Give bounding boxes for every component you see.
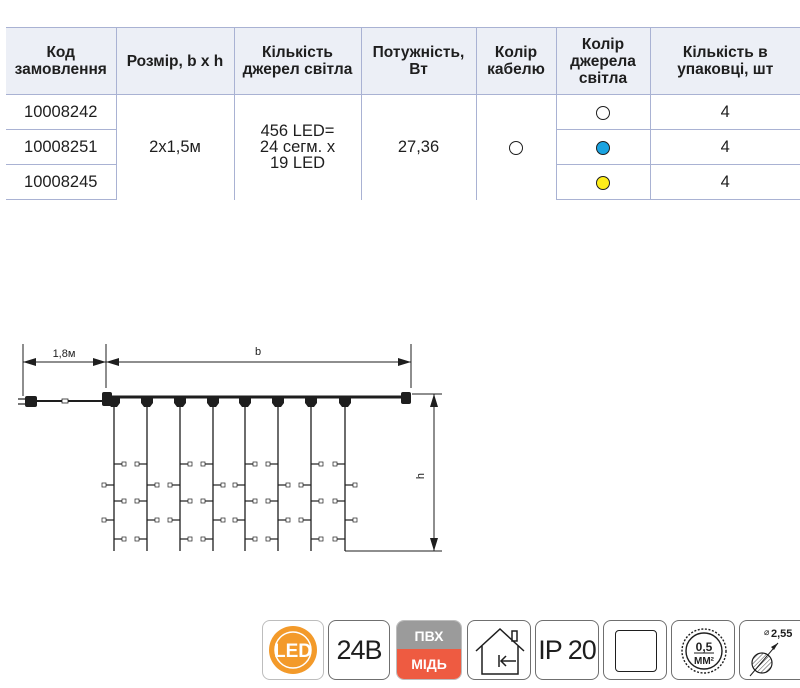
cell-code: 10008242	[6, 95, 116, 130]
led-bulb	[286, 518, 290, 522]
sources-line-2: 24 сегм. х	[259, 138, 336, 157]
led-bulb	[201, 499, 205, 503]
led-bulb	[266, 499, 270, 503]
cell-cable-color	[476, 95, 556, 200]
light-color-swatch	[596, 176, 610, 190]
cable-color-swatch	[509, 141, 523, 155]
cell-light-color	[556, 130, 650, 165]
led-bulb	[333, 537, 337, 541]
led-bulb	[233, 518, 237, 522]
lead-length-label: 1,8м	[52, 348, 76, 360]
led-bulb	[122, 462, 126, 466]
width-label: b	[254, 346, 262, 358]
led-bulb	[266, 537, 270, 541]
header-light-color: Колір джерела світла	[556, 28, 650, 95]
table-row	[6, 95, 800, 130]
cell-light-color	[556, 95, 650, 130]
header-power: Потужність, Вт	[361, 28, 476, 95]
sources-line-3: 19 LED	[269, 154, 326, 173]
led-bulb	[155, 483, 159, 487]
cell-pack-qty: 4	[650, 95, 800, 130]
header-size: Розмір, b x h	[116, 28, 234, 95]
led-bulb	[168, 518, 172, 522]
cross-section-icon	[671, 620, 735, 680]
led-bulb	[253, 499, 257, 503]
strand-connector	[272, 397, 284, 407]
material-bottom-label: МІДЬ	[397, 649, 461, 679]
led-bulb	[353, 483, 357, 487]
led-bulb	[135, 499, 139, 503]
led-bulb	[253, 537, 257, 541]
diameter-icon	[739, 620, 800, 680]
led-bulb	[299, 483, 303, 487]
cell-code: 10008245	[6, 165, 116, 200]
led-bulb	[102, 483, 106, 487]
strand-connector	[239, 397, 251, 407]
curtain-light-diagram	[0, 330, 460, 570]
led-bulb	[201, 462, 205, 466]
led-bulb	[299, 518, 303, 522]
sources-line-1: 456 LED=	[260, 122, 335, 141]
strand-connector	[141, 397, 153, 407]
end-cap	[401, 392, 411, 404]
led-bulb	[353, 518, 357, 522]
led-bulb	[102, 518, 106, 522]
diameter-value: 2,55	[771, 628, 793, 640]
table-header-row	[6, 28, 800, 95]
connector-mark	[62, 399, 68, 403]
ip-rating-label: IP 20	[538, 634, 596, 665]
strand-connector	[174, 397, 186, 407]
header-code: Код замовлення	[6, 28, 116, 95]
led-bulb	[221, 518, 225, 522]
light-color-swatch	[596, 106, 610, 120]
led-bulb	[135, 537, 139, 541]
led-bulb	[188, 462, 192, 466]
cell-power: 27,36	[361, 95, 476, 200]
led-bulb	[233, 483, 237, 487]
led-icon-label: LED	[274, 641, 312, 662]
material-top-label: ПВХ	[397, 621, 461, 651]
cross-section-value: 0,5	[695, 640, 713, 654]
strand-connector	[339, 397, 351, 407]
led-bulb	[201, 537, 205, 541]
led-bulb	[168, 483, 172, 487]
led-bulb	[333, 462, 337, 466]
led-bulb	[266, 462, 270, 466]
led-bulb	[122, 537, 126, 541]
cell-sources-qty	[234, 95, 361, 200]
svg-text:⌀: ⌀	[764, 627, 770, 637]
led-bulb	[333, 499, 337, 503]
voltage-label: 24В	[336, 634, 382, 665]
led-icon	[262, 620, 324, 680]
led-bulb	[319, 499, 323, 503]
led-bulb	[319, 537, 323, 541]
cell-pack-qty: 4	[650, 130, 800, 165]
height-label: h	[415, 472, 427, 480]
indoor-use-icon	[467, 620, 531, 680]
voltage-icon	[328, 620, 390, 680]
ip-rating-icon	[535, 620, 599, 680]
cell-size: 2x1,5м	[116, 95, 234, 200]
header-cable-color: Колір кабелю	[476, 28, 556, 95]
cell-light-color	[556, 165, 650, 200]
led-bulb	[122, 499, 126, 503]
cell-code: 10008251	[6, 130, 116, 165]
led-bulb	[253, 462, 257, 466]
header-sources-qty: Кількість джерел світла	[234, 28, 361, 95]
led-bulb	[188, 537, 192, 541]
led-bulb	[155, 518, 159, 522]
led-bulb	[188, 499, 192, 503]
cell-pack-qty: 4	[650, 165, 800, 200]
frame-icon	[603, 620, 667, 680]
led-bulb	[319, 462, 323, 466]
spec-table	[6, 27, 800, 200]
led-strands	[102, 397, 357, 551]
plug-icon	[18, 396, 37, 407]
cross-section-unit: ММ²	[694, 656, 714, 667]
led-bulb	[221, 483, 225, 487]
led-bulb	[135, 462, 139, 466]
light-color-swatch	[596, 141, 610, 155]
header-pack-qty: Кількість в упаковці, шт	[650, 28, 800, 95]
material-icon	[396, 620, 462, 680]
frame-square	[615, 630, 657, 672]
led-bulb	[286, 483, 290, 487]
strand-connector	[207, 397, 219, 407]
strand-connector	[305, 397, 317, 407]
